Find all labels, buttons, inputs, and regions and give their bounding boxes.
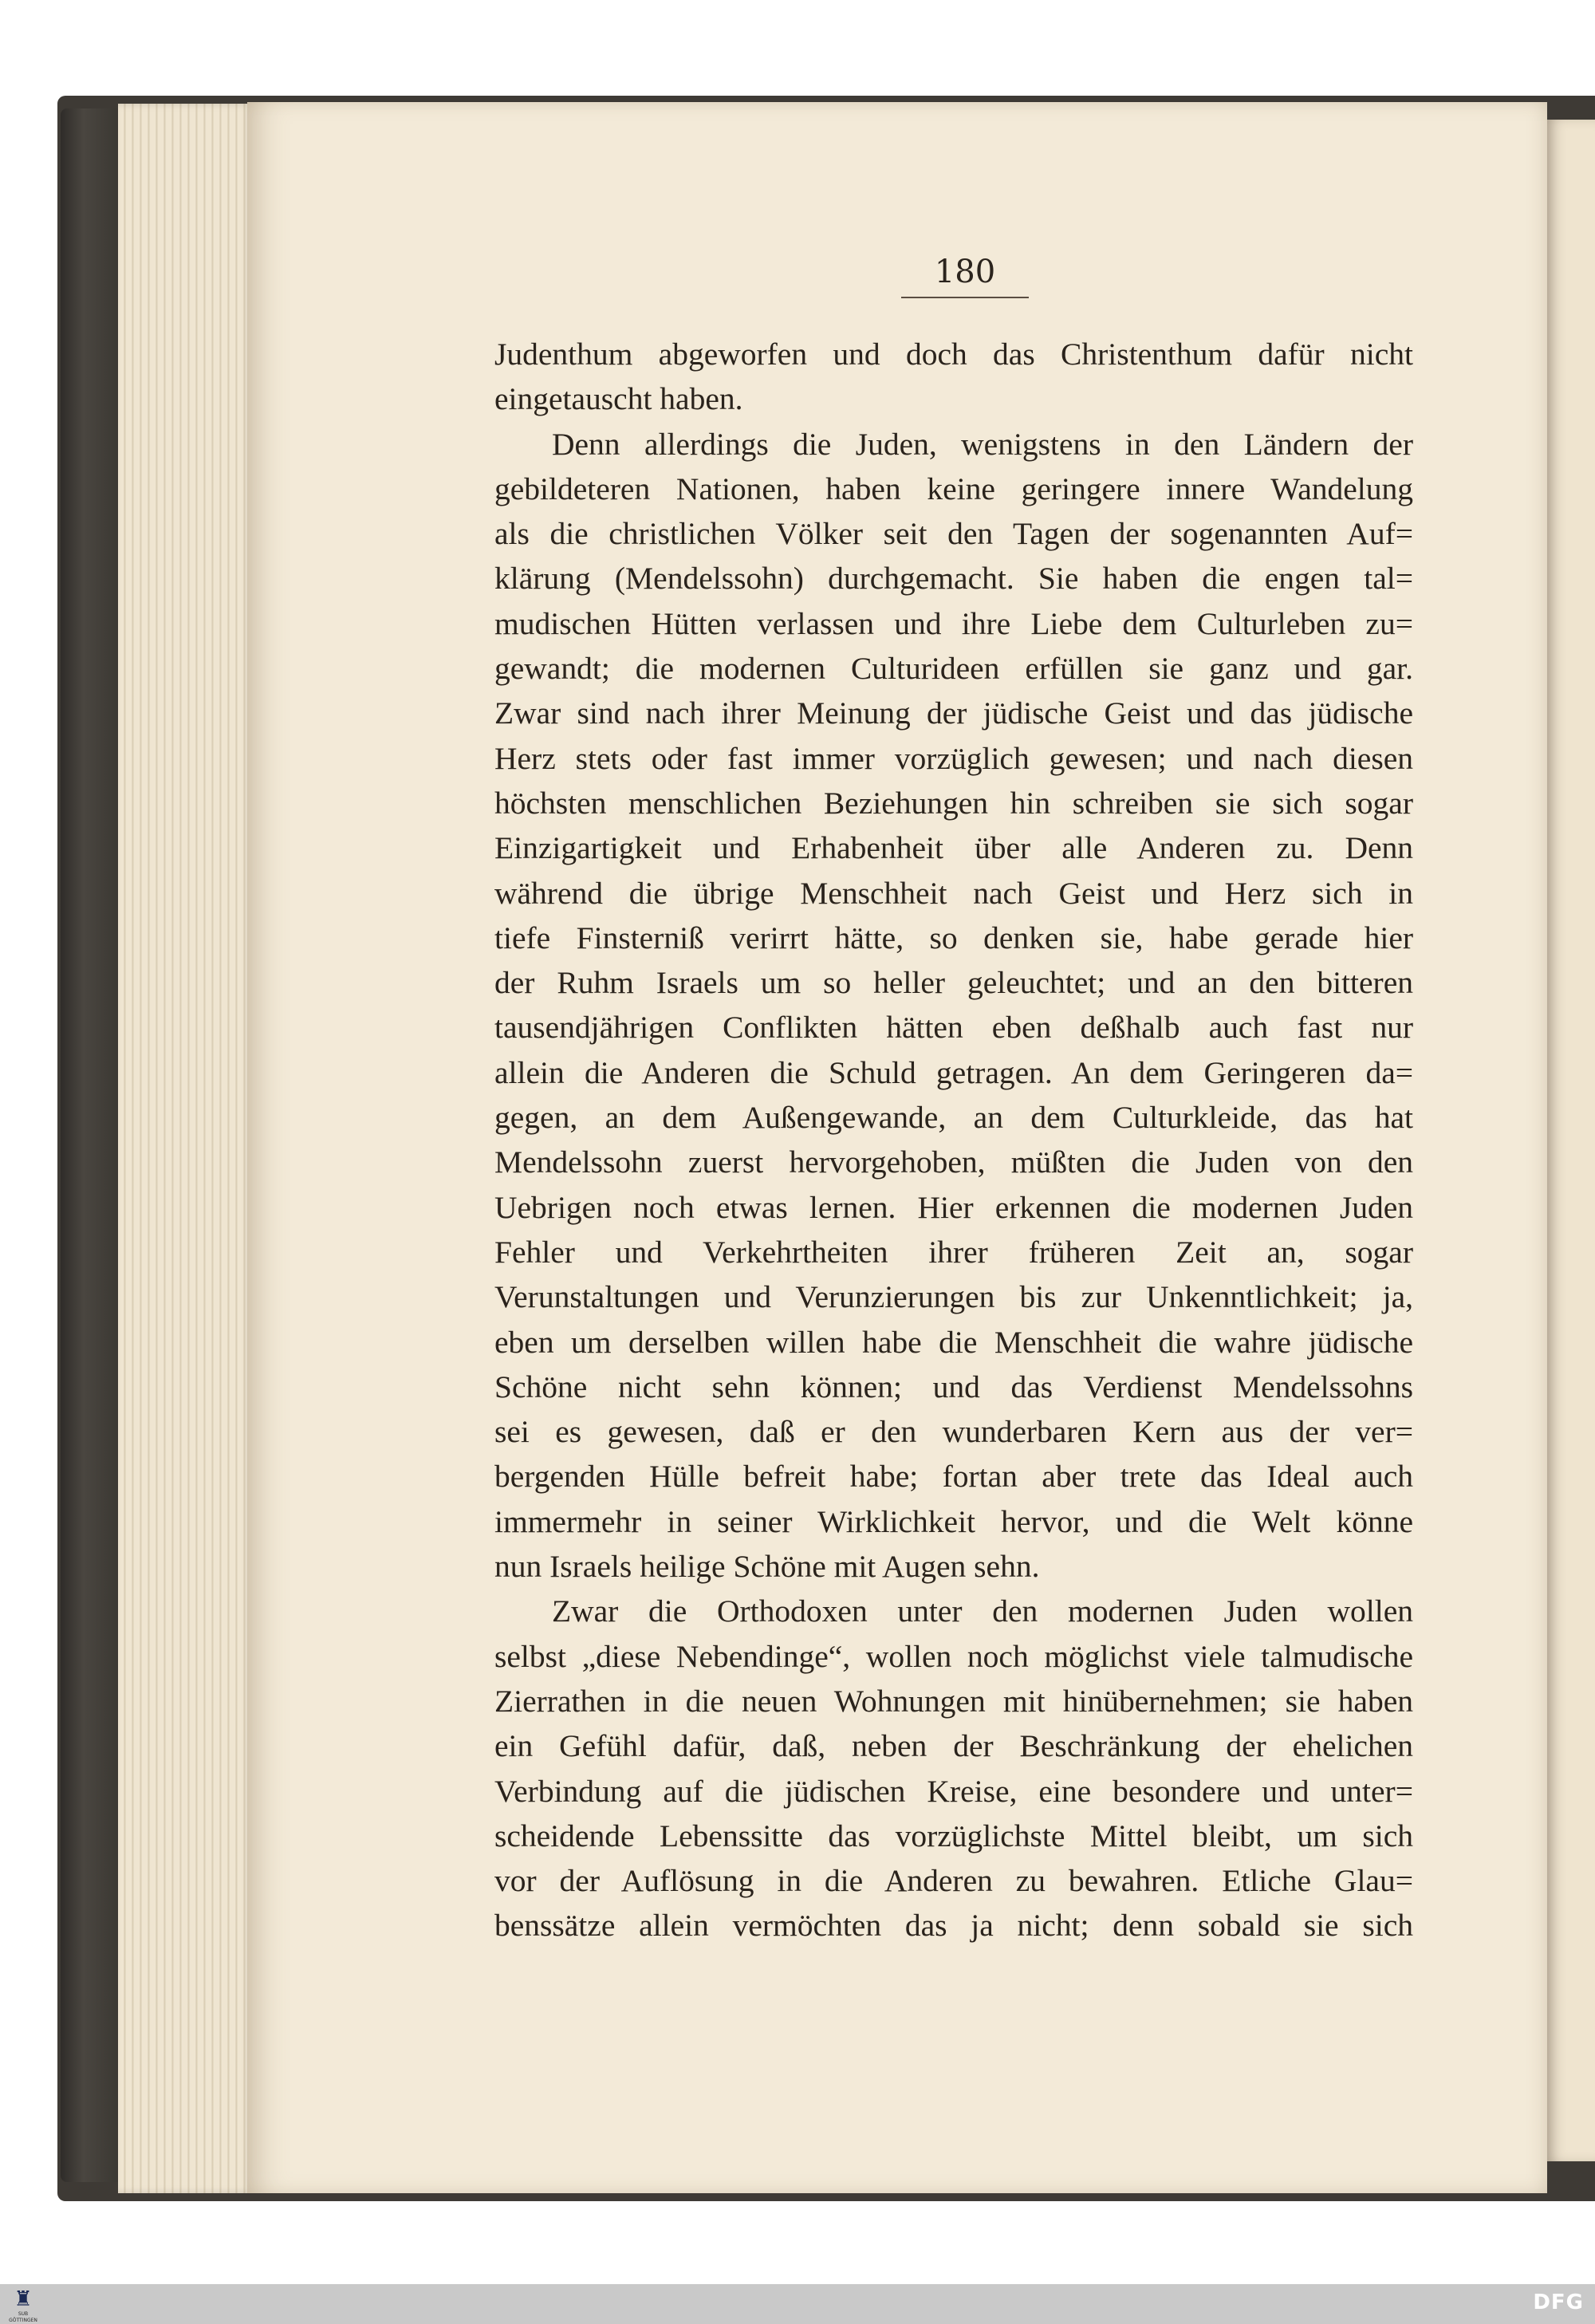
page-number-rule bbox=[901, 297, 1029, 298]
text-line: Herz stets oder fast immer vorzüglich gewesen; und nach diesen bbox=[494, 740, 1413, 776]
viewer-footer-bar bbox=[0, 2284, 1595, 2324]
facing-page-edge bbox=[1547, 120, 1595, 2161]
text-line: höchsten menschlichen Beziehungen hin schreiben sie sich sogar bbox=[494, 785, 1413, 821]
text-line: Uebrigen noch etwas lernen. Hier erkennen die modernen Juden bbox=[494, 1189, 1413, 1225]
text-line: gewandt; die modernen Culturideen erfüllen sie ganz und gar. bbox=[494, 651, 1413, 687]
text-line: vor der Auflösung in die Anderen zu bewahren. Etliche Glau= bbox=[494, 1863, 1413, 1899]
dfg-logo: DFG bbox=[1533, 2291, 1584, 2314]
text-line: nun Israels heilige Schöne mit Augen sehn. bbox=[494, 1549, 1040, 1585]
page-number: 180 bbox=[934, 254, 996, 290]
text-line: Mendelssohn zuerst hervorgehoben, müßten die Juden von den bbox=[494, 1144, 1413, 1180]
text-line: mudischen Hütten verlassen und ihre Liebe dem Culturleben zu= bbox=[494, 605, 1413, 641]
text-line: eingetauscht haben. bbox=[494, 381, 743, 417]
page-edges bbox=[118, 104, 254, 2193]
text-line: tausendjährigen Conflikten hätten eben deßhalb auch fast nur bbox=[494, 1010, 1413, 1046]
text-line: immermehr in seiner Wirklichkeit hervor, und die Welt könne bbox=[494, 1503, 1413, 1539]
body-text bbox=[494, 332, 1413, 1948]
text-line: während die übrige Menschheit nach Geist und Herz sich in bbox=[494, 875, 1413, 911]
text-line: Einzigartigkeit und Erhabenheit über alle Anderen zu. Denn bbox=[494, 830, 1413, 866]
text-line: bergenden Hülle befreit habe; fortan aber trete das Ideal auch bbox=[494, 1459, 1413, 1495]
text-line: scheidende Lebenssitte das vorzüglichste Mittel bleibt, um sich bbox=[494, 1818, 1413, 1853]
text-line: eben um derselben willen habe die Menschheit die wahre jüdische bbox=[494, 1324, 1413, 1360]
text-line: Schöne nicht sehn können; und das Verdienst Mendelssohns bbox=[494, 1369, 1413, 1404]
text-line: Denn allerdings die Juden, wenigstens in den Ländern der bbox=[552, 426, 1413, 462]
text-line: allein die Anderen die Schuld getragen. An dem Geringeren da= bbox=[494, 1054, 1413, 1090]
text-line: Fehler und Verkehrtheiten ihrer früheren Zeit an, sogar bbox=[494, 1234, 1413, 1270]
book-spine bbox=[61, 108, 118, 2182]
text-line: ein Gefühl dafür, daß, neben der Beschränkung der ehelichen bbox=[494, 1728, 1413, 1764]
text-line: benssätze allein vermöchten das ja nicht; denn sobald sie sich bbox=[494, 1908, 1413, 1944]
text-line: Zwar die Orthodoxen unter den modernen Juden wollen bbox=[552, 1593, 1413, 1629]
text-line: klärung (Mendelssohn) durchgemacht. Sie haben die engen tal= bbox=[494, 561, 1413, 597]
text-line: Zwar sind nach ihrer Meinung der jüdische Geist und das jüdische bbox=[494, 695, 1413, 731]
text-line: der Ruhm Israels um so heller geleuchtet; und an den bitteren bbox=[494, 965, 1413, 1001]
text-line: selbst „diese Nebendinge“, wollen noch möglichst viele talmudische bbox=[494, 1638, 1413, 1674]
text-line: Judenthum abgeworfen und doch das Christenthum dafür nicht bbox=[494, 337, 1413, 372]
text-line: gegen, an dem Außengewande, an dem Culturkleide, das hat bbox=[494, 1100, 1413, 1136]
text-line: Verbindung auf die jüdischen Kreise, eine besondere und unter= bbox=[494, 1773, 1413, 1809]
library-crest-icon: ♜ SUB GÖTTINGEN bbox=[6, 2287, 40, 2321]
text-line: Zierrathen in die neuen Wohnungen mit hinübernehmen; sie haben bbox=[494, 1683, 1413, 1719]
text-line: sei es gewesen, daß er den wunderbaren Kern aus der ver= bbox=[494, 1414, 1413, 1450]
text-line: gebildeteren Nationen, haben keine geringere innere Wandelung bbox=[494, 471, 1413, 506]
library-logo-caption: SUB GÖTTINGEN bbox=[9, 2311, 37, 2323]
text-line: Verunstaltungen und Verunzierungen bis zur Unkenntlichkeit; ja, bbox=[494, 1279, 1413, 1315]
text-line: als die christlichen Völker seit den Tagen der sogenannten Auf= bbox=[494, 516, 1413, 552]
text-line: tiefe Finsterniß verirrt hätte, so denken sie, habe gerade hier bbox=[494, 920, 1413, 955]
